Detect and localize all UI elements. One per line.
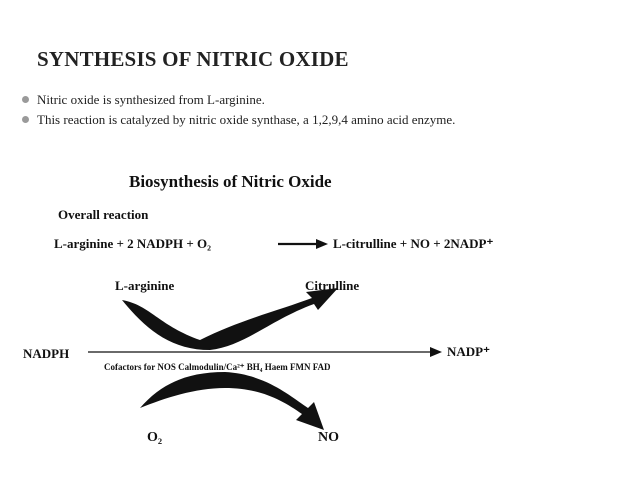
- equation-arrow-icon: [278, 239, 328, 249]
- nitric-oxide-label: NO: [318, 430, 339, 445]
- reaction-diagram: [0, 160, 638, 460]
- slide-title: SYNTHESIS OF NITRIC OXIDE: [37, 47, 349, 71]
- cofactor-out-label: NADP⁺: [447, 344, 490, 359]
- bullet-list: [22, 90, 455, 130]
- equation-products: L-citrulline + NO + 2NADP⁺: [333, 236, 494, 251]
- bullet-icon: [22, 96, 29, 103]
- figure-title: Biosynthesis of Nitric Oxide: [129, 172, 332, 191]
- bullet-icon: [22, 116, 29, 123]
- product-label: Citrulline: [305, 278, 360, 293]
- upper-curved-arrow-icon: [122, 288, 338, 350]
- oxygen-label: O₂: [147, 430, 163, 445]
- equation-reactants: L-arginine + 2 NADPH + O₂: [54, 236, 212, 251]
- substrate-label: L-arginine: [115, 278, 175, 293]
- lower-curved-arrow-icon: [140, 372, 324, 430]
- bullet-text: This reaction is catalyzed by nitric oxide synthase, a 1,2,9,4 amino acid enzyme.: [37, 112, 456, 127]
- biosynthesis-figure: [0, 160, 638, 460]
- bullet-text: Nitric oxide is synthesized from L-arginine.: [37, 92, 265, 107]
- bullet-item: [22, 90, 455, 110]
- bullet-item: [22, 110, 455, 130]
- overall-reaction-label: Overall reaction: [58, 207, 149, 222]
- nadph-arrow-icon: [88, 347, 442, 357]
- cofactor-in-label: NADPH: [23, 346, 70, 361]
- nos-cofactors-label: Cofactors for NOS Calmodulin/Ca²⁺ BH₄ Haem FMN FAD: [104, 362, 331, 372]
